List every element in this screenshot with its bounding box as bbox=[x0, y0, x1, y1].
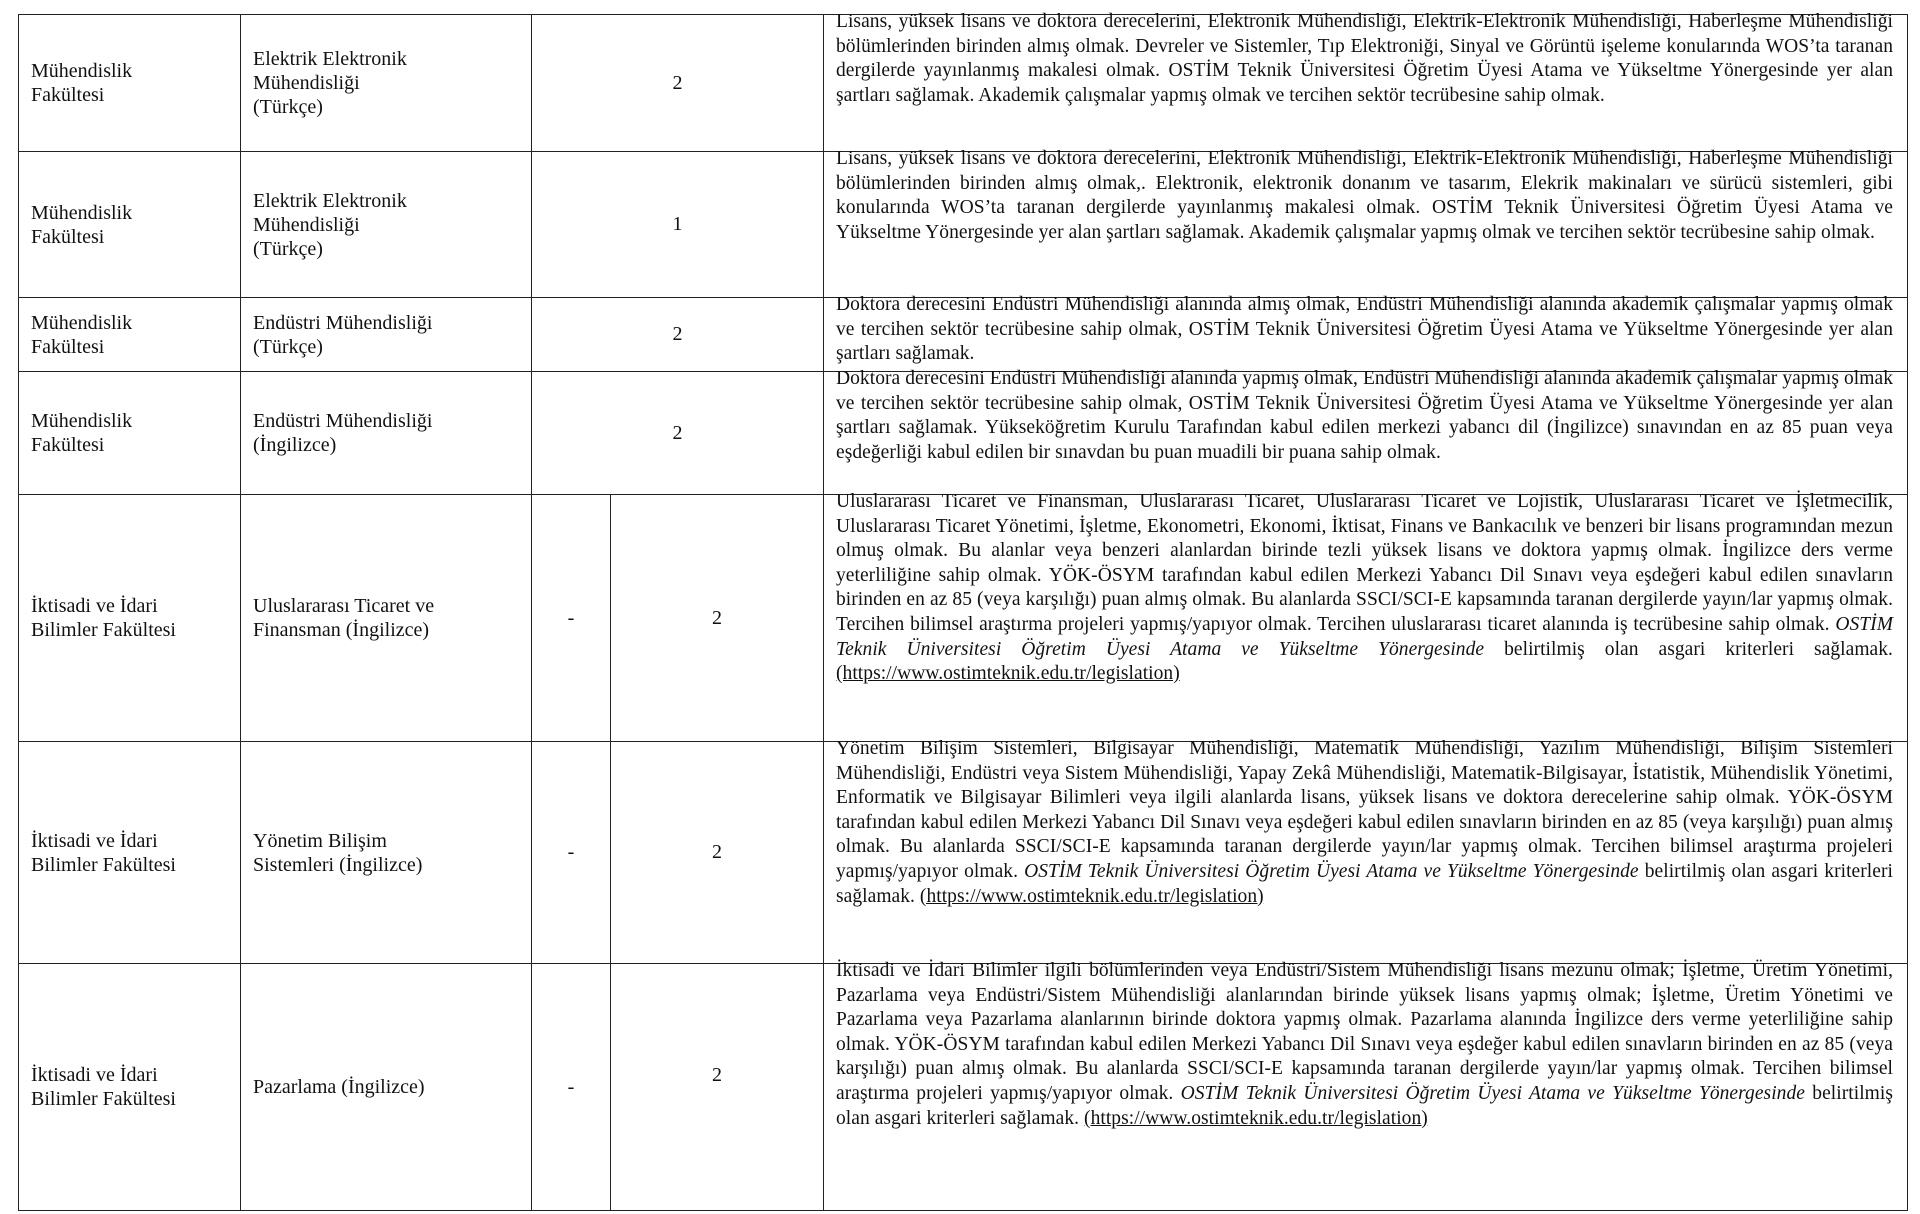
requirements-cell: Doktora derecesini Endüstri Mühendisliği alanında yapmış olmak, Endüstri Mühendisliği alanında akademik çalışmalar yapmış olmak ve tercihen sektör tecrübesine sahip olmak, OSTİM Teknik Üniversitesi Öğretim Üyesi Atama ve Yükseltme Yönergesinde yer alan şartları sağlamak. Yükseköğretim Kurulu Tarafından kabul edilen merkezi yabancı dil (İngilizce) sınavından en az 85 puan veya eşdeğerliği kabul edilen bir sınavdan bu puan muadili bir puana sahip olmak. bbox=[824, 372, 1908, 495]
table-row bbox=[19, 152, 1908, 298]
department-cell: Endüstri Mühendisliği (Türkçe) bbox=[241, 298, 532, 372]
position-count-cell: 2 bbox=[611, 964, 824, 1211]
faculty-cell: Mühendislik Fakültesi bbox=[19, 152, 241, 298]
faculty-cell: Mühendislik Fakültesi bbox=[19, 298, 241, 372]
table-row bbox=[19, 964, 1908, 1211]
dash-cell: - bbox=[532, 495, 611, 742]
requirements-cell: Uluslararası Ticaret ve Finansman, Uluslararası Ticaret, Uluslararası Ticaret ve Lojistik, Uluslararası Ticaret ve İşletmecilik, Uluslararası Ticaret Yönetimi, İşletme, Ekonometri, Ekonomi, İktisat, Finans ve Bankacılık ve benzeri bir lisans programından mezun olmuş olmak. Bu alanlar veya benzeri alanlardan birinde tezli yüksek lisans ve doktora yapmış olmak. İngilizce ders verme yeterliliğine sahip olmak. YÖK-ÖSYM tarafından kabul edilen Merkezi Yabancı Dil Sınavı veya eşdeğeri kabul edilen sınavların birinden en az 85 (veya karşılığı) puan almış olmak. Bu alanlarda SSCI/SCI-E kapsamında taranan dergilerde yayın/lar yapmış olmak. Tercihen bilimsel araştırma projeleri yapmış/yapıyor olmak. Tercihen uluslararası ticaret alanında iş tecrübesine sahip olmak. OSTİM Teknik Üniversitesi Öğretim Üyesi Atama ve Yükseltme Yönergesinde belirtilmiş olan asgari kriterleri sağlamak. (https://www.ostimteknik.edu.tr/legislation) bbox=[824, 495, 1908, 742]
requirements-cell: Yönetim Bilişim Sistemleri, Bilgisayar Mühendisliği, Matematik Mühendisliği, Yazılım Mühendisliği, Bilişim Sistemleri Mühendisliği, Endüstri veya Sistem Mühendisliği, Yapay Zekâ Mühendisliği, Matematik-Bilgisayar, İstatistik, Mühendislik Yönetimi, Enformatik ve Bilgisayar Bilimleri veya ilgili alanlarda lisans, yüksek lisans ve doktora derecelerine sahip olmak. YÖK-ÖSYM tarafından kabul edilen Merkezi Yabancı Dil Sınavı veya eşdeğeri kabul edilen sınavların birinden en az 85 (veya karşılığı) puan almış olmak. Bu alanlarda SSCI/SCI-E kapsamında taranan dergilerde yayın/lar yapmış olmak. Tercihen bilimsel araştırma projeleri yapmış/yapıyor olmak. OSTİM Teknik Üniversitesi Öğretim Üyesi Atama ve Yükseltme Yönergesinde belirtilmiş olan asgari kriterleri sağlamak. (https://www.ostimteknik.edu.tr/legislation) bbox=[824, 742, 1908, 964]
faculty-cell: İktisadi ve İdari Bilimler Fakültesi bbox=[19, 742, 241, 964]
legislation-link[interactable]: (https://www.ostimteknik.edu.tr/legislation) bbox=[919, 885, 1264, 907]
table-row bbox=[19, 372, 1908, 495]
department-cell: Elektrik Elektronik Mühendisliği (Türkçe) bbox=[241, 152, 532, 298]
department-cell: Yönetim Bilişim Sistemleri (İngilizce) bbox=[241, 742, 532, 964]
table-row bbox=[19, 15, 1908, 152]
position-count-cell: 2 bbox=[611, 742, 824, 964]
faculty-position-table bbox=[18, 11, 1908, 1211]
position-count-cell: 2 bbox=[611, 495, 824, 742]
legislation-link[interactable]: (https://www.ostimteknik.edu.tr/legislation) bbox=[1084, 1107, 1428, 1129]
department-cell: Elektrik Elektronik Mühendisliği (Türkçe) bbox=[241, 15, 532, 152]
position-count-cell: 2 bbox=[532, 372, 824, 495]
requirements-cell: Doktora derecesini Endüstri Mühendisliği alanında almış olmak, Endüstri Mühendisliği alanında akademik çalışmalar yapmış olmak ve tercihen sektör tecrübesine sahip olmak, OSTİM Teknik Üniversitesi Öğretim Üyesi Atama ve Yükseltme Yönergesinde yer alan şartları sağlamak. bbox=[824, 298, 1908, 372]
faculty-cell: Mühendislik Fakültesi bbox=[19, 372, 241, 495]
position-count-cell: 2 bbox=[532, 15, 824, 152]
department-cell: Endüstri Mühendisliği (İngilizce) bbox=[241, 372, 532, 495]
department-cell: Pazarlama (İngilizce) bbox=[241, 964, 532, 1211]
position-count-cell: 2 bbox=[532, 298, 824, 372]
dash-cell: - bbox=[532, 964, 611, 1211]
faculty-cell: İktisadi ve İdari Bilimler Fakültesi bbox=[19, 964, 241, 1211]
requirements-cell: Lisans, yüksek lisans ve doktora derecelerini, Elektronik Mühendisliği, Elektrik-Elektronik Mühendisliği, Haberleşme Mühendisliği bölümlerinden birinden almış olmak. Devreler ve Sistemler, Tıp Elektroniği, Sinyal ve Görüntü işeleme konularında WOS’ta taranan dergilerde yayınlanmış makalesi olmak. OSTİM Teknik Üniversitesi Öğretim Üyesi Atama ve Yükseltme Yönergesinde yer alan şartları sağlamak. Akademik çalışmalar yapmış olmak ve tercihen sektör tecrübesine sahip olmak. bbox=[824, 15, 1908, 152]
requirements-cell: İktisadi ve İdari Bilimler ilgili bölümlerinden veya Endüstri/Sistem Mühendisliği lisans mezunu olmak; İşletme, Üretim Yönetimi, Pazarlama veya Endüstri/Sistem Mühendisliği alanlarından birinde yüksek lisans yapmış olmak; İşletme, Üretim Yönetimi ve Pazarlama veya Pazarlama alanlarının birinde doktora yapmış olmak. Pazarlama alanında İngilizce ders verme yeterliliğine sahip olmak. YÖK-ÖSYM tarafından kabul edilen Merkezi Yabancı Dil Sınavı veya eşdeğer kabul edilen sınavların birinden en az 85 (veya karşılığı) puan almış olmak. Bu alanlarda SSCI/SCI-E kapsamında taranan dergilerde yayın/lar yapmış olmak. Tercihen bilimsel araştırma projeleri yapmış/yapıyor olmak. OSTİM Teknik Üniversitesi Öğretim Üyesi Atama ve Yükseltme Yönergesinde belirtilmiş olan asgari kriterleri sağlamak. (https://www.ostimteknik.edu.tr/legislation) bbox=[824, 964, 1908, 1211]
legislation-link[interactable]: (https://www.ostimteknik.edu.tr/legislation) bbox=[836, 663, 1180, 685]
faculty-cell: Mühendislik Fakültesi bbox=[19, 15, 241, 152]
requirements-cell: Lisans, yüksek lisans ve doktora derecelerini, Elektronik Mühendisliği, Elektrik-Elektronik Mühendisliği, Haberleşme Mühendisliği bölümlerinden birinden almış olmak,. Elektronik, elektronik donanım ve tasarım, Elekrik makinaları ve sürücü sistemleri, gibi konularında WOS’ta taranan dergilerde yayınlanmış makalesi olmak. OSTİM Teknik Üniversitesi Öğretim Üyesi Atama ve Yükseltme Yönergesinde yer alan şartları sağlamak. Akademik çalışmalar yapmış olmak ve tercihen sektör tecrübesine sahip olmak. bbox=[824, 152, 1908, 298]
table-row bbox=[19, 495, 1908, 742]
table-row bbox=[19, 742, 1908, 964]
department-cell: Uluslararası Ticaret ve Finansman (İngilizce) bbox=[241, 495, 532, 742]
faculty-cell: İktisadi ve İdari Bilimler Fakültesi bbox=[19, 495, 241, 742]
table-row bbox=[19, 298, 1908, 372]
dash-cell: - bbox=[532, 742, 611, 964]
position-count-cell: 1 bbox=[532, 152, 824, 298]
